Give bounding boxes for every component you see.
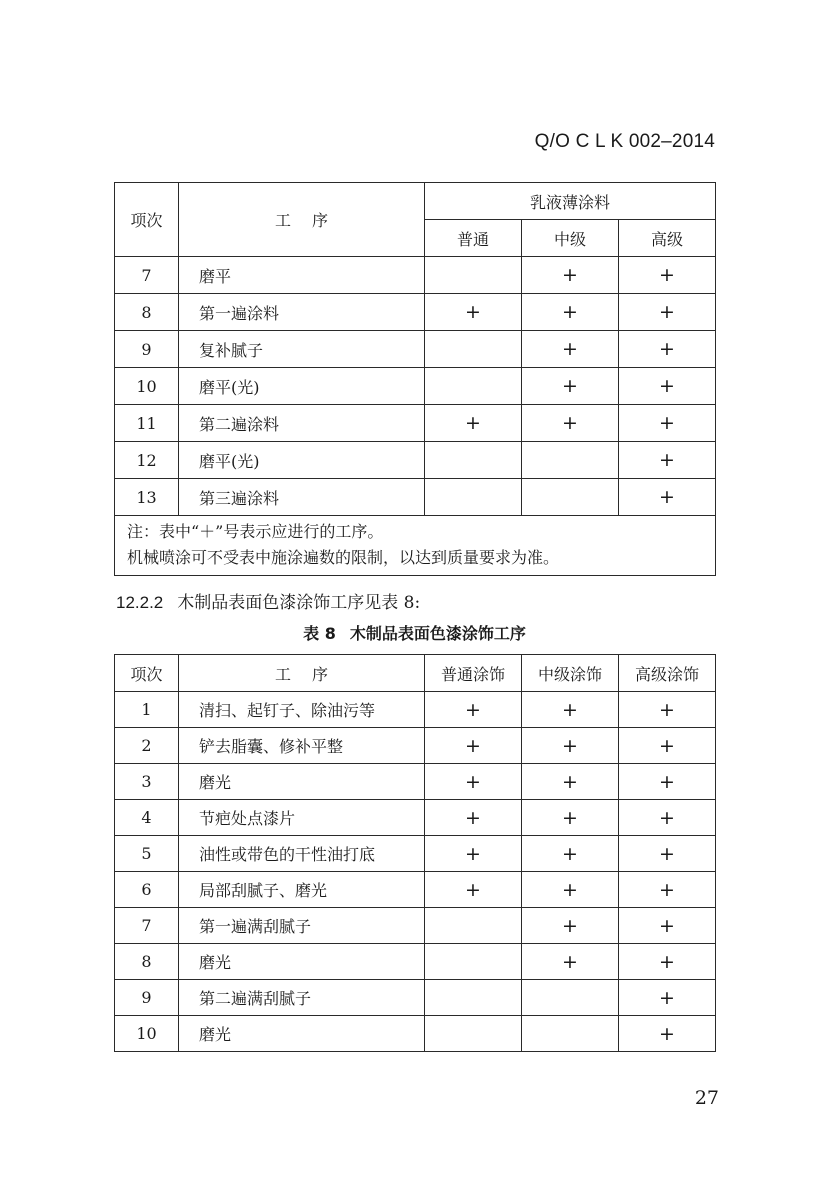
- row-process: 第一遍涂料: [179, 294, 425, 331]
- row-mark: +: [522, 836, 619, 872]
- section-heading: [116, 588, 420, 613]
- row-mark: [425, 257, 522, 294]
- row-mark: +: [522, 331, 619, 368]
- row-mark: +: [619, 800, 716, 836]
- row-mark: +: [425, 800, 522, 836]
- row-seq: 10: [115, 1016, 179, 1052]
- table-title: [0, 621, 829, 644]
- header-high-finish: 高级涂饰: [619, 655, 716, 692]
- table-row: [115, 479, 716, 516]
- row-process: 复补腻子: [179, 331, 425, 368]
- row-mark: [522, 442, 619, 479]
- table-row: [115, 442, 716, 479]
- row-process: 第一遍满刮腻子: [179, 908, 425, 944]
- row-process: 油性或带色的干性油打底: [179, 836, 425, 872]
- header-grade-medium: 中级: [522, 220, 619, 257]
- row-mark: +: [522, 944, 619, 980]
- row-mark: +: [619, 257, 716, 294]
- row-process: 第二遍涂料: [179, 405, 425, 442]
- row-mark: +: [522, 728, 619, 764]
- header-grade-ordinary: 普通: [425, 220, 522, 257]
- row-mark: +: [619, 980, 716, 1016]
- header-group-emulsion: 乳液薄涂料: [425, 183, 716, 220]
- emulsion-coating-table: [114, 182, 716, 576]
- row-mark: +: [619, 764, 716, 800]
- row-seq: 3: [115, 764, 179, 800]
- row-process: 第三遍涂料: [179, 479, 425, 516]
- row-mark: [425, 442, 522, 479]
- row-seq: 8: [115, 944, 179, 980]
- row-mark: [425, 331, 522, 368]
- row-mark: +: [619, 836, 716, 872]
- row-process: 节疤处点漆片: [179, 800, 425, 836]
- row-mark: +: [619, 331, 716, 368]
- row-mark: [425, 368, 522, 405]
- table-row: [115, 836, 716, 872]
- table-row: [115, 908, 716, 944]
- section-text: 木制品表面色漆涂饰工序见表 8:: [177, 593, 421, 613]
- row-mark: [425, 908, 522, 944]
- row-seq: 2: [115, 728, 179, 764]
- table-number: 表 8: [303, 624, 336, 643]
- row-seq: 9: [115, 980, 179, 1016]
- table-row: [115, 1016, 716, 1052]
- table-row: [115, 872, 716, 908]
- row-process: 磨平(光): [179, 368, 425, 405]
- table1-body: [115, 257, 716, 516]
- row-mark: [425, 944, 522, 980]
- table-row: [115, 692, 716, 728]
- row-seq: 6: [115, 872, 179, 908]
- row-process: 第二遍满刮腻子: [179, 980, 425, 1016]
- header-medium-finish: 中级涂饰: [522, 655, 619, 692]
- row-mark: +: [425, 294, 522, 331]
- table-row: [115, 368, 716, 405]
- row-seq: 10: [115, 368, 179, 405]
- header-seq: 项次: [115, 655, 179, 692]
- row-seq: 13: [115, 479, 179, 516]
- table-note: [115, 516, 716, 576]
- table-row: [115, 980, 716, 1016]
- page-number: 27: [694, 1087, 719, 1109]
- row-process: 清扫、起钉子、除油污等: [179, 692, 425, 728]
- row-seq: 12: [115, 442, 179, 479]
- table2-body: [115, 692, 716, 1052]
- row-seq: 11: [115, 405, 179, 442]
- table-row: [115, 331, 716, 368]
- row-mark: +: [522, 257, 619, 294]
- row-mark: [425, 1016, 522, 1052]
- row-process: 磨光: [179, 944, 425, 980]
- table-row: [115, 294, 716, 331]
- wood-paint-table: [114, 654, 716, 1052]
- row-mark: +: [425, 405, 522, 442]
- section-number: 12.2.2: [116, 593, 164, 612]
- table-title-text: 木制品表面色漆涂饰工序: [349, 624, 526, 643]
- note-line-1: 注：表中“＋”号表示应进行的工序。: [127, 522, 384, 541]
- row-mark: +: [522, 872, 619, 908]
- header-process: 工 序: [179, 183, 425, 257]
- header-seq: 项次: [115, 183, 179, 257]
- row-seq: 5: [115, 836, 179, 872]
- row-seq: 7: [115, 257, 179, 294]
- header-grade-high: 高级: [619, 220, 716, 257]
- row-mark: +: [619, 479, 716, 516]
- header-process: 工 序: [179, 655, 425, 692]
- row-process: 磨光: [179, 764, 425, 800]
- row-mark: +: [619, 1016, 716, 1052]
- table-row: [115, 405, 716, 442]
- row-mark: +: [522, 405, 619, 442]
- row-mark: [522, 1016, 619, 1052]
- row-process: 局部刮腻子、磨光: [179, 872, 425, 908]
- note-line-2: 机械喷涂可不受表中施涂遍数的限制，以达到质量要求为准。: [127, 548, 560, 567]
- standard-code: Q/O C L K 002–2014: [534, 131, 715, 152]
- row-mark: +: [522, 294, 619, 331]
- table-row: [115, 944, 716, 980]
- row-mark: +: [619, 872, 716, 908]
- row-seq: 4: [115, 800, 179, 836]
- row-seq: 1: [115, 692, 179, 728]
- row-seq: 7: [115, 908, 179, 944]
- row-mark: +: [425, 728, 522, 764]
- row-mark: [522, 980, 619, 1016]
- row-mark: +: [522, 692, 619, 728]
- table-row: [115, 764, 716, 800]
- row-mark: +: [425, 836, 522, 872]
- row-mark: [425, 980, 522, 1016]
- row-mark: +: [425, 692, 522, 728]
- table-row: [115, 728, 716, 764]
- row-mark: +: [425, 872, 522, 908]
- row-mark: +: [522, 764, 619, 800]
- row-process: 磨光: [179, 1016, 425, 1052]
- row-mark: +: [619, 908, 716, 944]
- row-mark: +: [619, 442, 716, 479]
- row-mark: +: [619, 728, 716, 764]
- table-row: [115, 257, 716, 294]
- row-process: 磨平: [179, 257, 425, 294]
- row-mark: +: [522, 800, 619, 836]
- row-mark: +: [619, 405, 716, 442]
- row-mark: +: [619, 692, 716, 728]
- row-mark: [425, 479, 522, 516]
- row-mark: +: [425, 764, 522, 800]
- row-mark: [522, 479, 619, 516]
- row-process: 铲去脂囊、修补平整: [179, 728, 425, 764]
- row-mark: +: [619, 944, 716, 980]
- row-mark: +: [619, 368, 716, 405]
- table-row: [115, 800, 716, 836]
- row-mark: +: [522, 908, 619, 944]
- row-seq: 9: [115, 331, 179, 368]
- row-seq: 8: [115, 294, 179, 331]
- row-mark: +: [619, 294, 716, 331]
- row-process: 磨平(光): [179, 442, 425, 479]
- header-ordinary-finish: 普通涂饰: [425, 655, 522, 692]
- row-mark: +: [522, 368, 619, 405]
